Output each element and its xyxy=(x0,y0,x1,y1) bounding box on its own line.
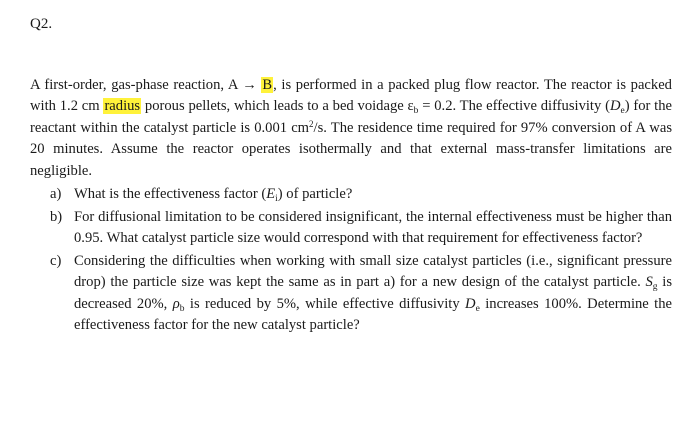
unit-superscript: 2 xyxy=(309,118,314,129)
intro-text: A first-order, gas-phase reaction, A xyxy=(30,76,238,93)
surface-area-subscript: g xyxy=(652,282,658,292)
item-label: a) xyxy=(50,186,62,202)
item-label: b) xyxy=(50,208,63,225)
surface-area-symbol: S xyxy=(645,274,653,290)
item-label: c) xyxy=(50,252,62,269)
list-item-a xyxy=(50,184,672,206)
density-subscript: b xyxy=(179,303,185,314)
item-text: is reduced by 5%, while effective diffusivity xyxy=(189,295,460,312)
item-text: ) of particle? xyxy=(277,186,353,202)
question-list xyxy=(50,184,672,338)
intro-text: porous pellets, which leads to a bed voidage ε xyxy=(144,98,414,115)
item-text: What is the effectiveness factor ( xyxy=(74,186,267,202)
intro-text: , is performed in a packed plug flow reactor. The reactor is packed with 1.2 cm xyxy=(30,76,672,115)
item-text: Considering the difficulties when working with small size catalyst particles (i.e., significant pressure drop) the particle size was kept the same as in part a) for a new design of the catalyst particle. xyxy=(74,252,672,290)
question-number: Q2. xyxy=(30,16,53,32)
voidage-subscript: b xyxy=(413,106,419,117)
effectiveness-subscript: i xyxy=(275,194,278,204)
problem-statement xyxy=(30,75,672,183)
diffusivity-symbol: D xyxy=(609,98,621,115)
list-item-b xyxy=(50,207,672,250)
highlighted-word: radius xyxy=(104,98,141,115)
item-text: For diffusional limitation to be considered insignificant, the internal effectiveness must be higher than 0.95. What catalyst particle size would correspond with that requirement for effectiveness factor? xyxy=(74,208,672,246)
effectiveness-symbol: E xyxy=(266,186,276,202)
reaction-arrow: → xyxy=(242,76,257,93)
highlighted-product: B xyxy=(262,76,273,93)
item-text: is decreased 20%, xyxy=(74,274,672,312)
diffusivity-subscript: e xyxy=(475,303,480,314)
intro-text: /s. The residence time required for 97% conversion of A was 20 minutes. Assume the reactor operates isothermally and that external mass-transfer limitations are negligible. xyxy=(30,119,672,179)
item-text: increases 100%. Determine the effectiveness factor for the new catalyst particle? xyxy=(74,295,673,333)
intro-text: = 0.2. The effective diffusivity ( xyxy=(422,98,610,115)
intro-text: ) for the reactant within the catalyst particle is 0.001 cm xyxy=(30,98,673,136)
diffusivity-symbol: D xyxy=(465,295,476,312)
list-item-c xyxy=(50,251,672,337)
diffusivity-subscript: e xyxy=(620,106,625,117)
density-symbol: ρ xyxy=(172,295,180,312)
